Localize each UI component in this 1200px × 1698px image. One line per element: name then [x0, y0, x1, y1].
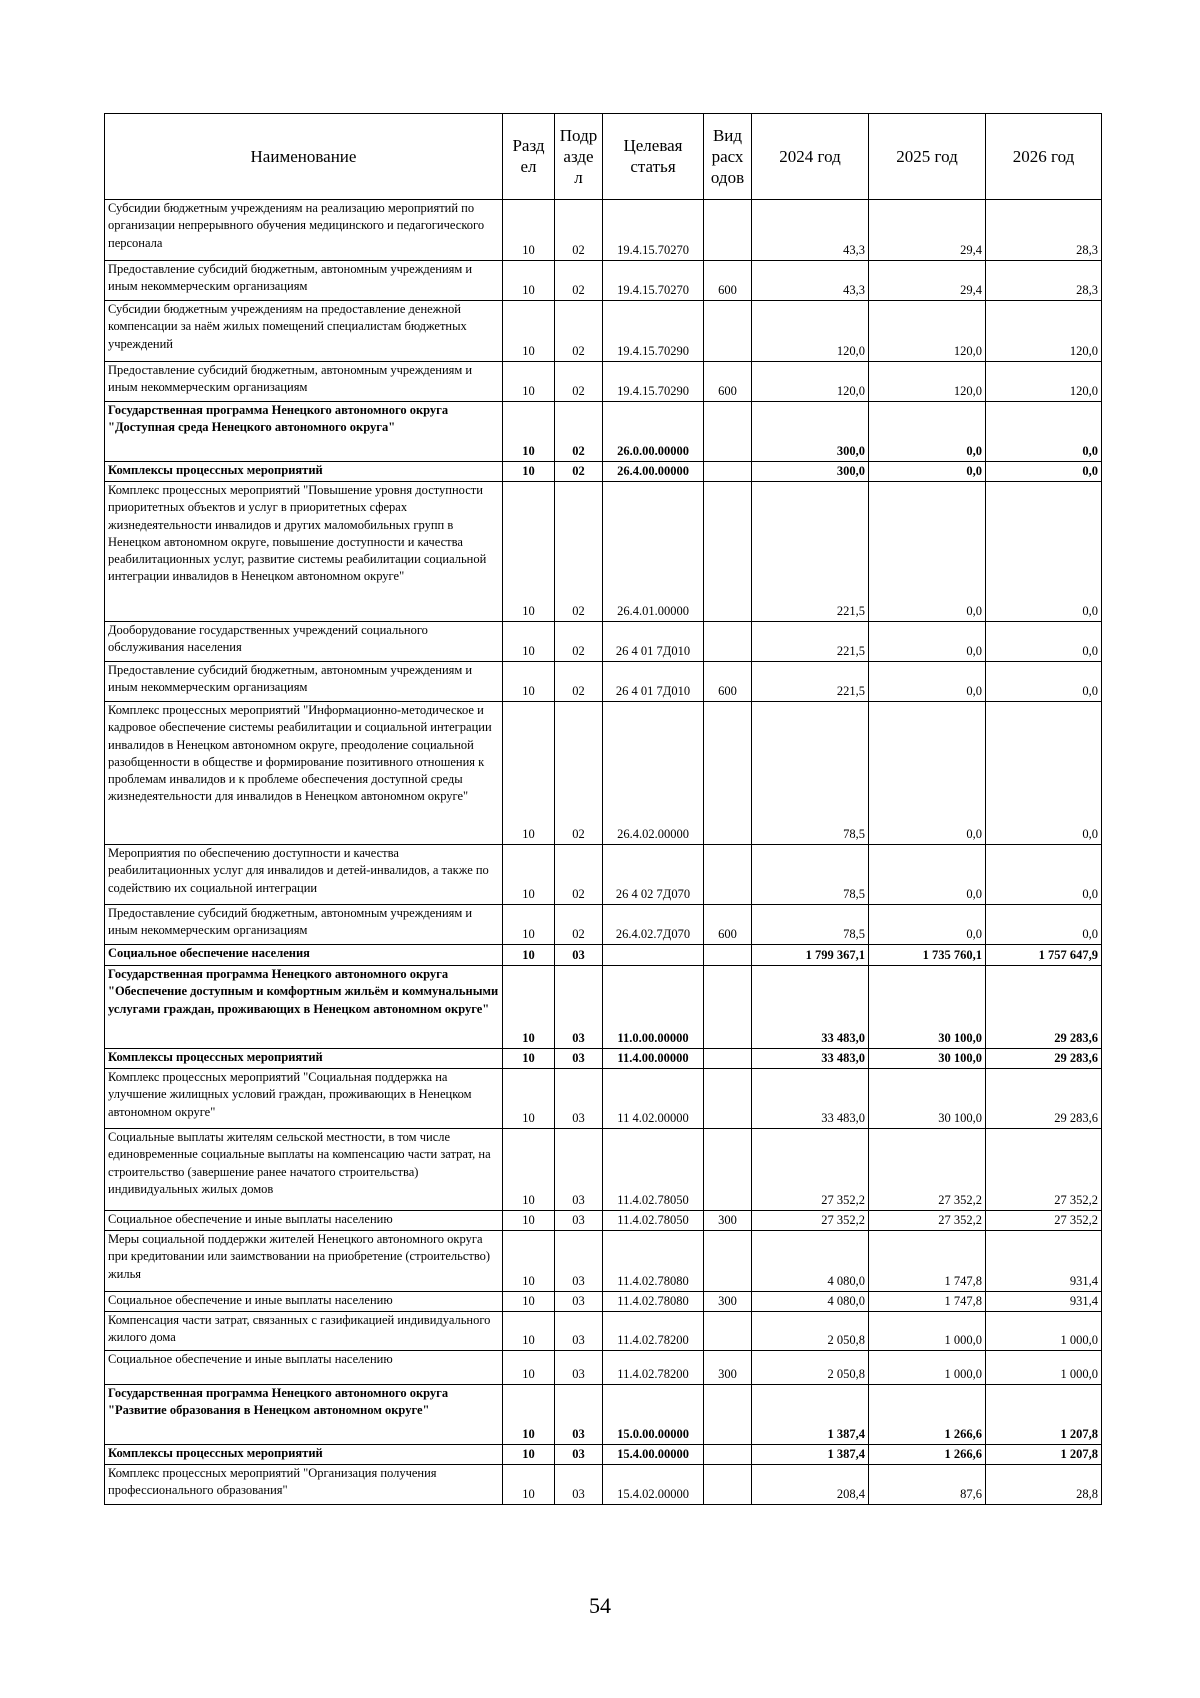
row-name: Комплекс процессных мероприятий "Информационно-методическое и кадровое обеспечение системы реабилитации и социальной интеграции инвалидов в Ненецком автономном округе, преодоление социальной разобщенности в обществе и формирование позитивного отношения к проблемам инвалидов и к проблеме обеспечения доступной среды жизнедеятельности для инвалидов в Ненецком автономном округе" — [105, 702, 503, 845]
row-expense-type — [704, 1445, 752, 1465]
row-value-2025: 30 100,0 — [869, 966, 986, 1049]
row-value-2024: 4 080,0 — [752, 1292, 869, 1312]
row-value-2024: 120,0 — [752, 362, 869, 402]
table-row — [105, 1211, 1102, 1231]
row-value-2024: 1 799 367,1 — [752, 945, 869, 966]
row-expense-type — [704, 845, 752, 905]
row-podrazdel: 03 — [555, 1231, 603, 1292]
row-target-article: 26.4.00.00000 — [603, 462, 704, 482]
row-name: Комплексы процессных мероприятий — [105, 462, 503, 482]
table-row — [105, 482, 1102, 622]
row-expense-type — [704, 622, 752, 662]
row-value-2025: 120,0 — [869, 301, 986, 362]
row-podrazdel: 02 — [555, 905, 603, 945]
row-value-2026: 29 283,6 — [986, 1049, 1102, 1069]
row-razdel: 10 — [503, 1211, 555, 1231]
table-row — [105, 402, 1102, 462]
table-row — [105, 702, 1102, 845]
row-podrazdel: 02 — [555, 462, 603, 482]
row-value-2025: 120,0 — [869, 362, 986, 402]
row-razdel: 10 — [503, 261, 555, 301]
row-value-2026: 1 207,8 — [986, 1445, 1102, 1465]
row-razdel: 10 — [503, 845, 555, 905]
row-value-2025: 1 747,8 — [869, 1292, 986, 1312]
row-value-2026: 120,0 — [986, 362, 1102, 402]
row-name: Комплекс процессных мероприятий "Повышение уровня доступности приоритетных объектов и услуг в приоритетных сферах жизнедеятельности инвалидов и других маломобильных групп в Ненецком автономном округе, повышение доступности и качества реабилитационных услуг, развитие системы реабилитации социальной интеграции инвалидов в Ненецком автономном округе" — [105, 482, 503, 622]
table-row — [105, 1231, 1102, 1292]
row-expense-type: 300 — [704, 1351, 752, 1385]
row-value-2025: 1 000,0 — [869, 1312, 986, 1351]
row-target-article: 19.4.15.70290 — [603, 301, 704, 362]
row-expense-type — [704, 1385, 752, 1445]
header-podrazdel: Подр азде л — [555, 114, 603, 200]
row-value-2024: 4 080,0 — [752, 1231, 869, 1292]
row-value-2024: 120,0 — [752, 301, 869, 362]
row-razdel: 10 — [503, 1069, 555, 1129]
table-row — [105, 945, 1102, 966]
row-razdel: 10 — [503, 1292, 555, 1312]
row-name: Дооборудование государственных учреждений социального обслуживания населения — [105, 622, 503, 662]
row-podrazdel: 03 — [555, 945, 603, 966]
row-value-2026: 28,3 — [986, 200, 1102, 261]
row-expense-type — [704, 702, 752, 845]
row-expense-type — [704, 1465, 752, 1505]
table-row — [105, 1069, 1102, 1129]
row-value-2026: 0,0 — [986, 662, 1102, 702]
row-expense-type: 600 — [704, 662, 752, 702]
row-target-article: 26.4.02.00000 — [603, 702, 704, 845]
row-value-2026: 27 352,2 — [986, 1129, 1102, 1211]
row-value-2026: 1 000,0 — [986, 1351, 1102, 1385]
row-podrazdel: 02 — [555, 662, 603, 702]
row-name: Предоставление субсидий бюджетным, автономным учреждениям и иным некоммерческим организациям — [105, 905, 503, 945]
row-podrazdel: 03 — [555, 1385, 603, 1445]
row-value-2026: 1 000,0 — [986, 1312, 1102, 1351]
row-value-2026: 28,3 — [986, 261, 1102, 301]
row-podrazdel: 02 — [555, 845, 603, 905]
header-year-2026: 2026 год — [986, 114, 1102, 200]
row-value-2026: 29 283,6 — [986, 966, 1102, 1049]
row-razdel: 10 — [503, 1312, 555, 1351]
row-expense-type — [704, 200, 752, 261]
row-podrazdel: 02 — [555, 200, 603, 261]
header-name: Наименование — [105, 114, 503, 200]
table-row — [105, 662, 1102, 702]
row-name: Меры социальной поддержки жителей Ненецкого автономного округа при кредитовании или заимствовании на приобретение (строительство) жилья — [105, 1231, 503, 1292]
row-podrazdel: 03 — [555, 966, 603, 1049]
row-value-2025: 30 100,0 — [869, 1069, 986, 1129]
row-value-2024: 208,4 — [752, 1465, 869, 1505]
row-value-2025: 87,6 — [869, 1465, 986, 1505]
row-expense-type — [704, 482, 752, 622]
row-razdel: 10 — [503, 966, 555, 1049]
row-value-2025: 0,0 — [869, 662, 986, 702]
row-value-2025: 1 735 760,1 — [869, 945, 986, 966]
row-name: Государственная программа Ненецкого автономного округа "Обеспечение доступным и комфортным жильём и коммунальными услугами граждан, проживающих в Ненецком автономном округе" — [105, 966, 503, 1049]
row-name: Предоставление субсидий бюджетным, автономным учреждениям и иным некоммерческим организациям — [105, 362, 503, 402]
row-podrazdel: 03 — [555, 1069, 603, 1129]
row-value-2024: 300,0 — [752, 462, 869, 482]
row-value-2024: 1 387,4 — [752, 1385, 869, 1445]
row-podrazdel: 02 — [555, 261, 603, 301]
row-value-2024: 2 050,8 — [752, 1351, 869, 1385]
row-value-2024: 300,0 — [752, 402, 869, 462]
table-header-row — [105, 114, 1102, 200]
row-expense-type — [704, 402, 752, 462]
row-expense-type: 600 — [704, 261, 752, 301]
table-row — [105, 301, 1102, 362]
header-year-2024: 2024 год — [752, 114, 869, 200]
row-value-2024: 221,5 — [752, 662, 869, 702]
row-value-2024: 221,5 — [752, 482, 869, 622]
row-target-article: 26 4 01 7Д010 — [603, 622, 704, 662]
row-value-2025: 0,0 — [869, 702, 986, 845]
row-value-2026: 0,0 — [986, 482, 1102, 622]
row-razdel: 10 — [503, 905, 555, 945]
row-name: Субсидии бюджетным учреждениям на предоставление денежной компенсации за наём жилых помещений специалистам бюджетных учреждений — [105, 301, 503, 362]
table-row — [105, 261, 1102, 301]
row-razdel: 10 — [503, 1351, 555, 1385]
row-target-article: 11.0.00.00000 — [603, 966, 704, 1049]
row-value-2024: 33 483,0 — [752, 1069, 869, 1129]
row-podrazdel: 03 — [555, 1292, 603, 1312]
row-razdel: 10 — [503, 362, 555, 402]
row-target-article: 15.4.00.00000 — [603, 1445, 704, 1465]
table-row — [105, 1351, 1102, 1385]
row-value-2024: 27 352,2 — [752, 1211, 869, 1231]
table-row — [105, 966, 1102, 1049]
row-target-article: 11.4.02.78080 — [603, 1231, 704, 1292]
row-podrazdel: 03 — [555, 1211, 603, 1231]
row-target-article — [603, 945, 704, 966]
row-value-2026: 0,0 — [986, 462, 1102, 482]
table-row — [105, 622, 1102, 662]
row-expense-type — [704, 1129, 752, 1211]
row-expense-type: 600 — [704, 905, 752, 945]
row-expense-type: 300 — [704, 1292, 752, 1312]
row-value-2025: 0,0 — [869, 482, 986, 622]
row-name: Социальное обеспечение и иные выплаты населению — [105, 1351, 503, 1385]
row-razdel: 10 — [503, 482, 555, 622]
row-value-2025: 27 352,2 — [869, 1211, 986, 1231]
table-row — [105, 1129, 1102, 1211]
row-value-2026: 931,4 — [986, 1292, 1102, 1312]
table-body — [105, 200, 1102, 1505]
row-target-article: 11 4.02.00000 — [603, 1069, 704, 1129]
row-value-2026: 120,0 — [986, 301, 1102, 362]
row-name: Компенсация части затрат, связанных с газификацией индивидуального жилого дома — [105, 1312, 503, 1351]
row-value-2025: 1 266,6 — [869, 1445, 986, 1465]
row-value-2024: 33 483,0 — [752, 1049, 869, 1069]
row-value-2024: 1 387,4 — [752, 1445, 869, 1465]
row-razdel: 10 — [503, 702, 555, 845]
table-row — [105, 905, 1102, 945]
row-value-2025: 0,0 — [869, 905, 986, 945]
row-value-2026: 0,0 — [986, 702, 1102, 845]
row-target-article: 26.4.02.7Д070 — [603, 905, 704, 945]
row-target-article: 26 4 02 7Д070 — [603, 845, 704, 905]
row-podrazdel: 03 — [555, 1445, 603, 1465]
row-razdel: 10 — [503, 945, 555, 966]
row-target-article: 11.4.02.78050 — [603, 1211, 704, 1231]
row-expense-type — [704, 301, 752, 362]
row-razdel: 10 — [503, 1231, 555, 1292]
row-value-2025: 30 100,0 — [869, 1049, 986, 1069]
row-name: Комплекс процессных мероприятий "Организация получения профессионального образования" — [105, 1465, 503, 1505]
row-expense-type — [704, 1049, 752, 1069]
row-value-2024: 78,5 — [752, 702, 869, 845]
table-row — [105, 1049, 1102, 1069]
table-row — [105, 362, 1102, 402]
row-value-2024: 27 352,2 — [752, 1129, 869, 1211]
table-row — [105, 1312, 1102, 1351]
row-value-2026: 0,0 — [986, 622, 1102, 662]
row-value-2025: 0,0 — [869, 462, 986, 482]
row-razdel: 10 — [503, 1445, 555, 1465]
row-razdel: 10 — [503, 462, 555, 482]
row-podrazdel: 03 — [555, 1465, 603, 1505]
table-row — [105, 1465, 1102, 1505]
row-name: Социальные выплаты жителям сельской местности, в том числе единовременные социальные выплаты на компенсацию части затрат, на строительство (завершение ранее начатого строительства) индивидуальных жилых домов — [105, 1129, 503, 1211]
row-value-2025: 0,0 — [869, 845, 986, 905]
row-podrazdel: 03 — [555, 1129, 603, 1211]
row-value-2026: 0,0 — [986, 845, 1102, 905]
row-podrazdel: 02 — [555, 702, 603, 845]
row-value-2026: 28,8 — [986, 1465, 1102, 1505]
row-expense-type — [704, 945, 752, 966]
row-name: Субсидии бюджетным учреждениям на реализацию мероприятий по организации непрерывного обучения медицинского и педагогического персонала — [105, 200, 503, 261]
row-target-article: 19.4.15.70290 — [603, 362, 704, 402]
row-value-2026: 1 757 647,9 — [986, 945, 1102, 966]
row-value-2024: 43,3 — [752, 261, 869, 301]
table-row — [105, 1385, 1102, 1445]
row-value-2026: 0,0 — [986, 905, 1102, 945]
row-podrazdel: 02 — [555, 301, 603, 362]
row-target-article: 19.4.15.70270 — [603, 261, 704, 301]
row-value-2026: 931,4 — [986, 1231, 1102, 1292]
row-podrazdel: 03 — [555, 1049, 603, 1069]
table-row — [105, 1292, 1102, 1312]
row-podrazdel: 03 — [555, 1351, 603, 1385]
row-expense-type — [704, 462, 752, 482]
header-expense-type: Вид расх одов — [704, 114, 752, 200]
row-name: Предоставление субсидий бюджетным, автономным учреждениям и иным некоммерческим организациям — [105, 261, 503, 301]
row-name: Мероприятия по обеспечению доступности и качества реабилитационных услуг для инвалидов и детей-инвалидов, а также по содействию их социальной интеграции — [105, 845, 503, 905]
row-value-2025: 1 747,8 — [869, 1231, 986, 1292]
row-name: Комплекс процессных мероприятий "Социальная поддержка на улучшение жилищных условий граждан, проживающих в Ненецком автономном округе" — [105, 1069, 503, 1129]
row-target-article: 11.4.02.78080 — [603, 1292, 704, 1312]
row-expense-type — [704, 966, 752, 1049]
row-razdel: 10 — [503, 1049, 555, 1069]
row-razdel: 10 — [503, 1385, 555, 1445]
row-target-article: 26 4 01 7Д010 — [603, 662, 704, 702]
row-value-2026: 1 207,8 — [986, 1385, 1102, 1445]
row-podrazdel: 02 — [555, 482, 603, 622]
row-razdel: 10 — [503, 1129, 555, 1211]
row-target-article: 26.0.00.00000 — [603, 402, 704, 462]
header-year-2025: 2025 год — [869, 114, 986, 200]
row-value-2026: 0,0 — [986, 402, 1102, 462]
table-row — [105, 1445, 1102, 1465]
row-razdel: 10 — [503, 200, 555, 261]
table-row — [105, 200, 1102, 261]
row-podrazdel: 02 — [555, 622, 603, 662]
page-number: 54 — [589, 1593, 611, 1618]
row-value-2024: 2 050,8 — [752, 1312, 869, 1351]
row-razdel: 10 — [503, 1465, 555, 1505]
row-name: Социальное обеспечение населения — [105, 945, 503, 966]
row-value-2024: 33 483,0 — [752, 966, 869, 1049]
row-podrazdel: 03 — [555, 1312, 603, 1351]
table-row — [105, 462, 1102, 482]
row-razdel: 10 — [503, 622, 555, 662]
row-target-article: 15.0.00.00000 — [603, 1385, 704, 1445]
row-name: Социальное обеспечение и иные выплаты населению — [105, 1292, 503, 1312]
row-value-2025: 29,4 — [869, 261, 986, 301]
row-expense-type — [704, 1231, 752, 1292]
row-target-article: 11.4.02.78050 — [603, 1129, 704, 1211]
row-target-article: 11.4.02.78200 — [603, 1312, 704, 1351]
row-value-2024: 78,5 — [752, 905, 869, 945]
table-row — [105, 845, 1102, 905]
row-value-2025: 27 352,2 — [869, 1129, 986, 1211]
row-name: Предоставление субсидий бюджетным, автономным учреждениям и иным некоммерческим организациям — [105, 662, 503, 702]
row-value-2024: 43,3 — [752, 200, 869, 261]
header-razdel: Разд ел — [503, 114, 555, 200]
row-name: Комплексы процессных мероприятий — [105, 1049, 503, 1069]
row-target-article: 11.4.02.78200 — [603, 1351, 704, 1385]
row-name: Комплексы процессных мероприятий — [105, 1445, 503, 1465]
row-value-2025: 0,0 — [869, 402, 986, 462]
row-value-2025: 1 000,0 — [869, 1351, 986, 1385]
row-value-2025: 1 266,6 — [869, 1385, 986, 1445]
row-expense-type: 300 — [704, 1211, 752, 1231]
row-name: Социальное обеспечение и иные выплаты населению — [105, 1211, 503, 1231]
row-razdel: 10 — [503, 301, 555, 362]
row-name: Государственная программа Ненецкого автономного округа "Доступная среда Ненецкого автономного округа" — [105, 402, 503, 462]
row-expense-type: 600 — [704, 362, 752, 402]
row-value-2026: 27 352,2 — [986, 1211, 1102, 1231]
row-razdel: 10 — [503, 662, 555, 702]
row-value-2025: 0,0 — [869, 622, 986, 662]
row-expense-type — [704, 1069, 752, 1129]
row-razdel: 10 — [503, 402, 555, 462]
row-podrazdel: 02 — [555, 402, 603, 462]
row-podrazdel: 02 — [555, 362, 603, 402]
row-expense-type — [704, 1312, 752, 1351]
row-name: Государственная программа Ненецкого автономного округа "Развитие образования в Ненецком автономном округе" — [105, 1385, 503, 1445]
row-value-2026: 29 283,6 — [986, 1069, 1102, 1129]
row-target-article: 26.4.01.00000 — [603, 482, 704, 622]
row-target-article: 15.4.02.00000 — [603, 1465, 704, 1505]
row-value-2025: 29,4 — [869, 200, 986, 261]
row-target-article: 11.4.00.00000 — [603, 1049, 704, 1069]
row-target-article: 19.4.15.70270 — [603, 200, 704, 261]
row-value-2024: 78,5 — [752, 845, 869, 905]
header-target-article: Целевая статья — [603, 114, 704, 200]
budget-table — [104, 113, 1102, 1505]
row-value-2024: 221,5 — [752, 622, 869, 662]
